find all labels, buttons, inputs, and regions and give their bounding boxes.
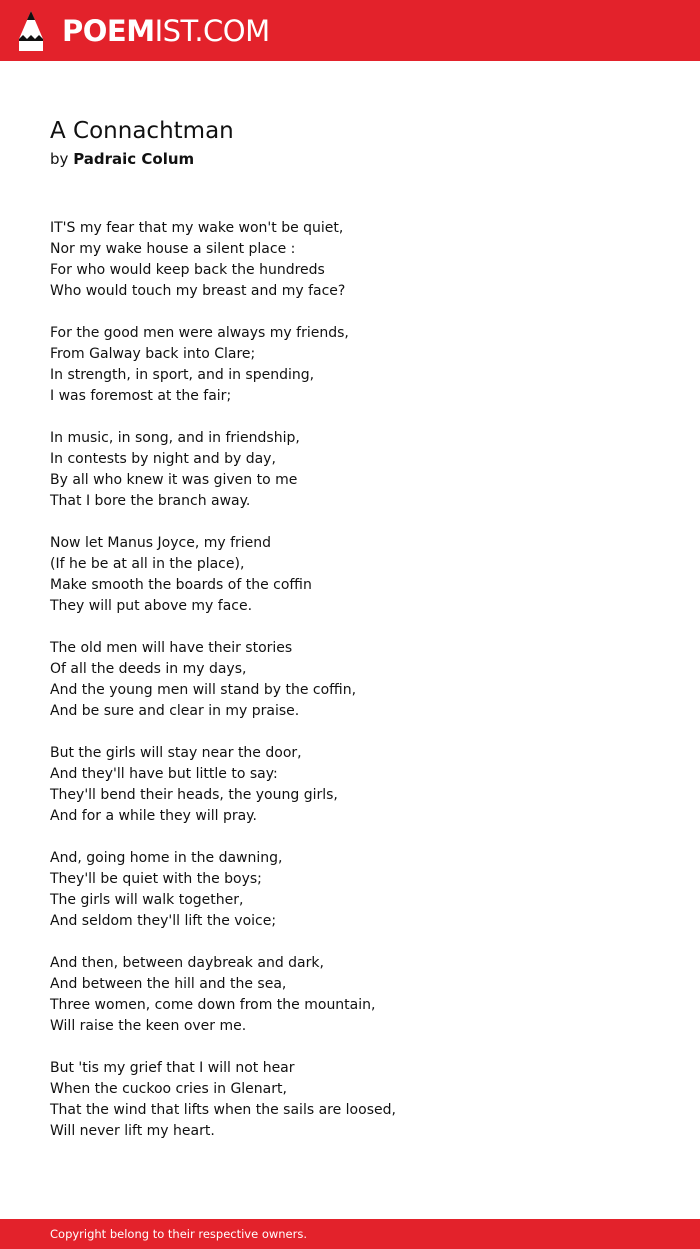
stanza xyxy=(50,953,650,1037)
poem-line: But 'tis my grief that I will not hear xyxy=(50,1060,295,1076)
poem-line: And seldom they'll lift the voice; xyxy=(50,913,277,929)
poem-line: From Galway back into Clare; xyxy=(50,346,256,362)
poem-line: Three women, come down from the mountain, xyxy=(50,997,376,1013)
poem-line: The girls will walk together, xyxy=(50,892,244,908)
poem-line: They will put above my face. xyxy=(50,598,253,614)
stanza xyxy=(50,848,650,932)
poem-line: That the wind that lifts when the sails are loosed, xyxy=(50,1102,396,1118)
stanza xyxy=(50,323,650,407)
stanza xyxy=(50,218,650,302)
logo-light-text: IST.COM xyxy=(154,14,270,48)
poem-line: Make smooth the boards of the coffin xyxy=(50,577,312,593)
site-header xyxy=(0,0,700,61)
site-footer xyxy=(0,1219,700,1249)
poem-line: And for a while they will pray. xyxy=(50,808,257,824)
poem-line: And between the hill and the sea, xyxy=(50,976,287,992)
stanza xyxy=(50,428,650,512)
poem-line: And the young men will stand by the coffin, xyxy=(50,682,357,698)
by-label: by xyxy=(50,150,69,168)
poem-line: But the girls will stay near the door, xyxy=(50,745,302,761)
site-logo[interactable] xyxy=(62,12,270,50)
poem-line: And, going home in the dawning, xyxy=(50,850,283,866)
stanza xyxy=(50,638,650,722)
poem-line: Will raise the keen over me. xyxy=(50,1018,247,1034)
poem-line: When the cuckoo cries in Glenart, xyxy=(50,1081,287,1097)
poem-title: A Connachtman xyxy=(50,118,234,144)
poem-line: And then, between daybreak and dark, xyxy=(50,955,324,971)
poem-line: The old men will have their stories xyxy=(50,640,293,656)
author-name: Padraic Colum xyxy=(73,150,195,168)
poem-line: Now let Manus Joyce, my friend xyxy=(50,535,272,551)
poem-line: That I bore the branch away. xyxy=(50,493,251,509)
poem-body xyxy=(50,218,650,1163)
poem-line: I was foremost at the fair; xyxy=(50,388,232,404)
poem-line: For who would keep back the hundreds xyxy=(50,262,325,278)
poem-line: And they'll have but little to say: xyxy=(50,766,278,782)
poem-line: IT'S my fear that my wake won't be quiet, xyxy=(50,220,344,236)
poem-line: Who would touch my breast and my face? xyxy=(50,283,346,299)
poem-line: And be sure and clear in my praise. xyxy=(50,703,300,719)
poem-line: Nor my wake house a silent place : xyxy=(50,241,296,257)
poem-line: Of all the deeds in my days, xyxy=(50,661,247,677)
stanza xyxy=(50,743,650,827)
logo-bold-text: POEM xyxy=(62,14,155,48)
stanza xyxy=(50,533,650,617)
poem-line: Will never lift my heart. xyxy=(50,1123,215,1139)
poem-line: In contests by night and by day, xyxy=(50,451,276,467)
poem-line: They'll be quiet with the boys; xyxy=(50,871,262,887)
poem-line: (If he be at all in the place), xyxy=(50,556,245,572)
poem-line: In music, in song, and in friendship, xyxy=(50,430,300,446)
copyright-notice: Copyright belong to their respective owners. xyxy=(50,1227,308,1241)
poem-line: For the good men were always my friends, xyxy=(50,325,349,341)
stanza xyxy=(50,1058,650,1142)
byline xyxy=(50,148,194,170)
poem-line: They'll bend their heads, the young girls, xyxy=(50,787,338,803)
poem-line: By all who knew it was given to me xyxy=(50,472,298,488)
poem-line: In strength, in sport, and in spending, xyxy=(50,367,315,383)
pencil-tip-icon[interactable] xyxy=(18,11,44,51)
